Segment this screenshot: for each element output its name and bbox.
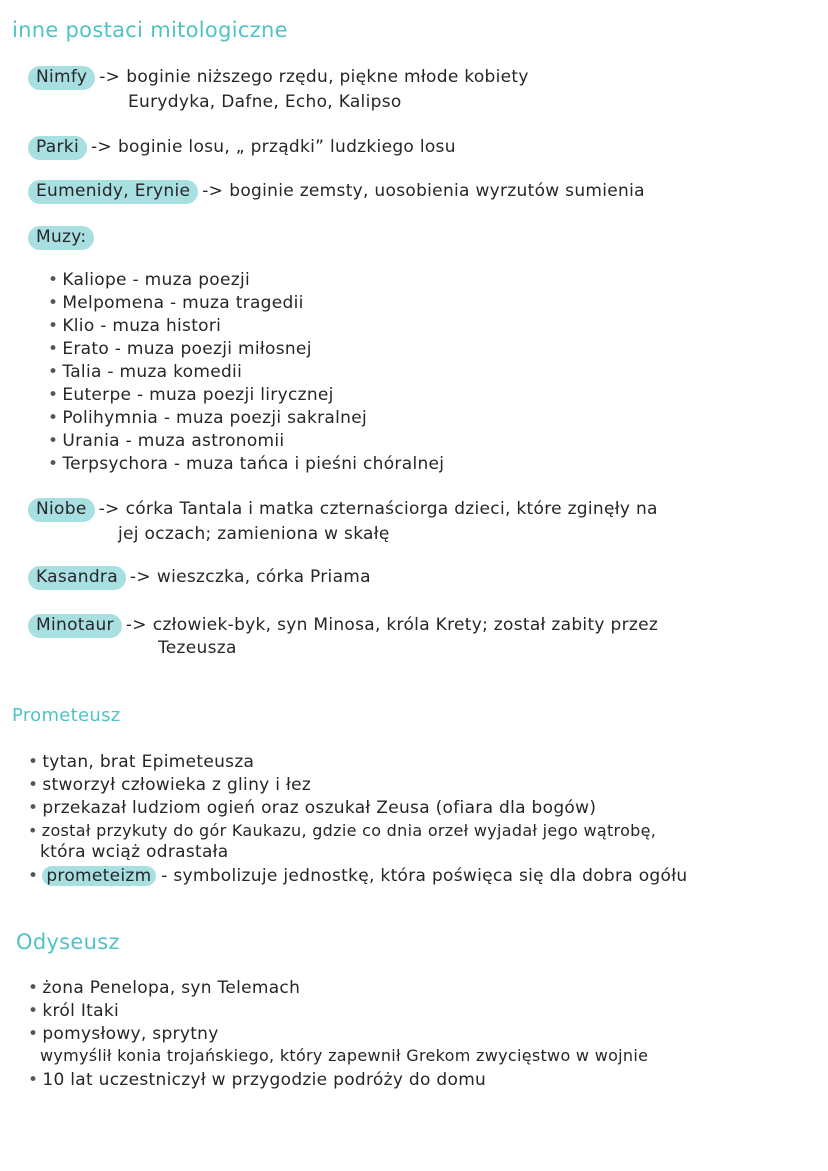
entry-eumenidy: Eumenidy, Erynie -> boginie zemsty, uosobienia wyrzutów sumienia bbox=[28, 180, 645, 204]
section-title: inne postaci mitologiczne bbox=[12, 18, 288, 42]
list-item: • Talia - muza komedii bbox=[48, 362, 243, 382]
list-item: • Klio - muza histori bbox=[48, 316, 222, 336]
term-muzy: Muzy: bbox=[28, 226, 94, 250]
entry-nimfy: Nimfy -> boginie niższego rzędu, piękne młode kobiety bbox=[28, 66, 529, 90]
minotaur-def: człowiek-byk, syn Minosa, króla Krety; został zabity przez bbox=[152, 615, 659, 635]
list-item: • Terpsychora - muza tańca i pieśni chóralnej bbox=[48, 454, 445, 474]
section-title-odyseusz: Odyseusz bbox=[16, 930, 120, 954]
list-item: • król Itaki bbox=[28, 1001, 119, 1021]
entry-minotaur: Minotaur -> człowiek-byk, syn Minosa, króla Krety; został zabity przez bbox=[28, 614, 658, 638]
list-item: • tytan, brat Epimeteusza bbox=[28, 752, 255, 772]
list-item: • Erato - muza poezji miłosnej bbox=[48, 339, 312, 359]
list-item: • pomysłowy, sprytny bbox=[28, 1024, 219, 1044]
minotaur-def-cont: Tezeusza bbox=[158, 638, 237, 658]
term-niobe: Niobe bbox=[28, 498, 95, 522]
list-item: • Euterpe - muza poezji lirycznej bbox=[48, 385, 334, 405]
list-item: • stworzył człowieka z gliny i łez bbox=[28, 775, 312, 795]
list-item: • Polihymnia - muza poezji sakralnej bbox=[48, 408, 367, 428]
list-item: • Kaliope - muza poezji bbox=[48, 270, 251, 290]
term-kasandra: Kasandra bbox=[28, 566, 126, 590]
list-item: • 10 lat uczestniczył w przygodzie podróży do domu bbox=[28, 1070, 487, 1090]
eumenidy-def: boginie zemsty, uosobienia wyrzutów sumienia bbox=[229, 181, 645, 201]
list-item: • żona Penelopa, syn Telemach bbox=[28, 978, 301, 998]
entry-muzy bbox=[28, 226, 94, 250]
section-title-prometeusz: Prometeusz bbox=[12, 705, 121, 726]
niobe-def: córka Tantala i matka czternaściorga dzieci, które zginęły na bbox=[125, 499, 658, 519]
niobe-def-cont: jej oczach; zamieniona w skałę bbox=[118, 524, 390, 544]
term-minotaur: Minotaur bbox=[28, 614, 122, 638]
list-item: • Urania - muza astronomii bbox=[48, 431, 285, 451]
nimfy-def: boginie niższego rzędu, piękne młode kobiety bbox=[126, 67, 529, 87]
term-parki: Parki bbox=[28, 136, 87, 160]
nimfy-examples: Eurydyka, Dafne, Echo, Kalipso bbox=[128, 92, 402, 112]
list-item: • został przykuty do gór Kaukazu, gdzie co dnia orzeł wyjadał jego wątrobę, bbox=[28, 821, 657, 840]
list-item: • Melpomena - muza tragedii bbox=[48, 293, 304, 313]
list-item: • przekazał ludziom ogień oraz oszukał Zeusa (ofiara dla bogów) bbox=[28, 798, 597, 818]
parki-def: boginie losu, „ prządki” ludzkiego losu bbox=[117, 137, 456, 157]
kasandra-def: wieszczka, córka Priama bbox=[156, 567, 371, 587]
term-prometeizm: prometeizm bbox=[42, 866, 155, 886]
entry-kasandra: Kasandra -> wieszczka, córka Priama bbox=[28, 566, 371, 590]
term-nimfy: Nimfy bbox=[28, 66, 95, 90]
term-eumenidy: Eumenidy, Erynie bbox=[28, 180, 198, 204]
entry-niobe: Niobe -> córka Tantala i matka czternaściorga dzieci, które zginęły na bbox=[28, 498, 658, 522]
list-item-cont: wymyślił konia trojańskiego, który zapewnił Grekom zwycięstwo w wojnie bbox=[40, 1046, 649, 1065]
list-item-cont: która wciąż odrastała bbox=[40, 842, 229, 862]
entry-parki: Parki -> boginie losu, „ prządki” ludzkiego losu bbox=[28, 136, 456, 160]
list-item-prometeizm: • prometeizm - symbolizuje jednostkę, która poświęca się dla dobra ogółu bbox=[28, 866, 688, 886]
